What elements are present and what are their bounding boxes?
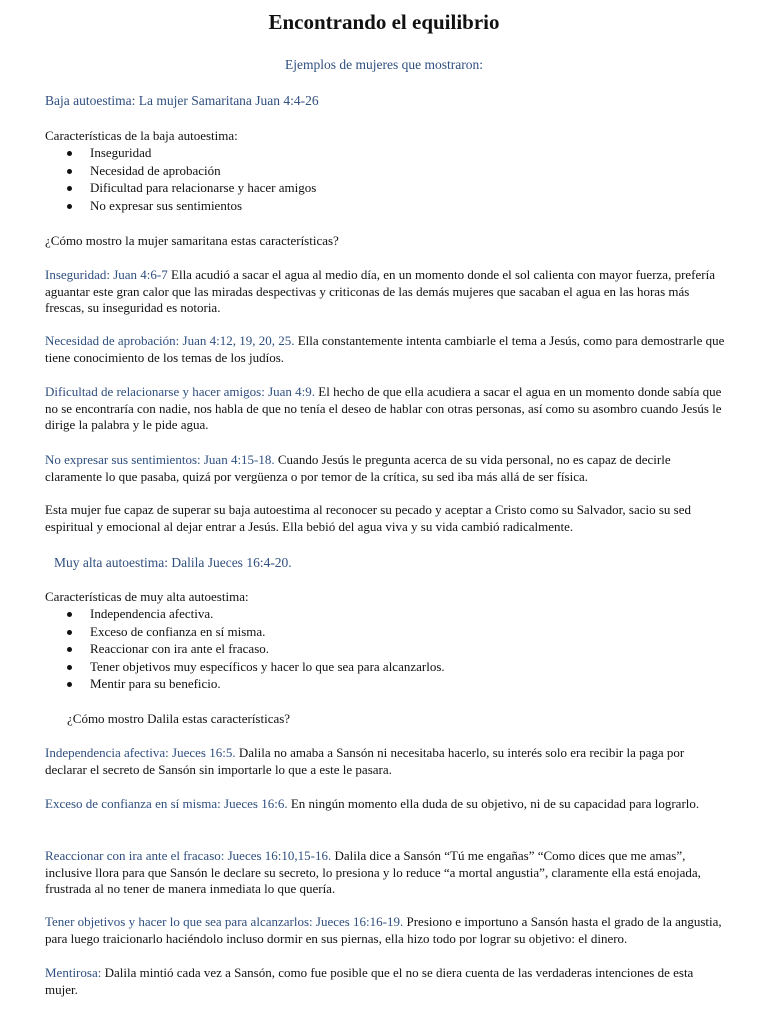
paragraph-label: Tener objetivos y hacer lo que sea para alcanzarlos: Jueces 16:16-19. xyxy=(45,914,404,929)
paragraph-text: Dalila dice a Sansón “Tú me engañas” “Como dices que me amas”, inclusive llora para que Sansón le declare su secreto, lo presiona y lo reduce “a mortal angustia”, claramente ella está enojada, frustrada al no tener de manera inmediata lo que quería. xyxy=(45,848,701,896)
section1-heading: Baja autoestima: La mujer Samaritana Juan 4:4-26 xyxy=(45,93,319,108)
paragraph xyxy=(45,914,725,947)
section1-conclusion: Esta mujer fue capaz de superar su baja autoestima al reconocer su pecado y aceptar a Cristo como su Salvador, sacio su sed espiritual y emocional al dejar entrar a Jesús. Ella bebió del agua viva y su vida cambió radicalmente. xyxy=(45,502,691,534)
section1-bullet-list xyxy=(45,145,725,215)
paragraph xyxy=(45,267,725,317)
section2-bullet-list xyxy=(45,606,725,694)
paragraph-label: Independencia afectiva: Jueces 16:5. xyxy=(45,745,236,760)
paragraph-label: Inseguridad: Juan 4:6-7 xyxy=(45,267,168,282)
paragraph-text: Dalila no amaba a Sansón ni necesitaba hacerlo, su interés solo era recibir la paga por declarar el secreto de Sansón sin importarle lo que a este le pasara. xyxy=(45,745,685,777)
list-item: Exceso de confianza en sí misma. xyxy=(45,624,725,642)
paragraph xyxy=(45,848,725,898)
paragraph-label: Dificultad de relacionarse y hacer amigos: Juan 4:9. xyxy=(45,384,316,399)
list-item: Reaccionar con ira ante el fracaso. xyxy=(45,641,725,659)
paragraph-text: El hecho de que ella acudiera a sacar el agua en un momento donde sabía que no se encontraría con nadie, nos habla de que no tenía el deseo de hablar con otras personas, así como su asombro cuando Jesús le dirige la palabra y le pide agua. xyxy=(45,384,722,432)
paragraph xyxy=(45,333,725,366)
section2-intro: Características de muy alta autoestima: xyxy=(45,589,249,604)
paragraph-text: Dalila mintió cada vez a Sansón, como fue posible que el no se diera cuenta de las verdaderas intenciones de esta mujer. xyxy=(45,965,694,997)
paragraph xyxy=(45,452,725,485)
paragraph-label: Necesidad de aprobación: Juan 4:12, 19, 20, 25. xyxy=(45,333,295,348)
document-title: Encontrando el equilibrio xyxy=(268,10,500,34)
list-item: No expresar sus sentimientos xyxy=(45,198,725,216)
list-item: Inseguridad xyxy=(45,145,725,163)
list-item: Mentir para su beneficio. xyxy=(45,676,725,694)
paragraph xyxy=(45,965,725,998)
paragraph xyxy=(45,796,725,813)
paragraph xyxy=(45,384,725,434)
paragraph-text: Presiono e importuno a Sansón hasta el grado de la angustia, para luego traicionarlo haciéndolo incluso dormir en sus piernas, ella hizo todo por lograr su objetivo: el dinero. xyxy=(45,914,722,946)
paragraph-text: En ningún momento ella duda de su objetivo, ni de su capacidad para lograrlo. xyxy=(287,796,700,811)
section1-intro: Características de la baja autoestima: xyxy=(45,128,238,143)
section1-question: ¿Cómo mostro la mujer samaritana estas características? xyxy=(45,233,339,248)
document-subtitle: Ejemplos de mujeres que mostraron: xyxy=(285,57,483,72)
paragraph xyxy=(45,745,725,778)
paragraph-label: No expresar sus sentimientos: Juan 4:15-18. xyxy=(45,452,275,467)
paragraph-text: Ella constantemente intenta cambiarle el tema a Jesús, como para demostrarle que tiene conocimiento de los temas de los judíos. xyxy=(45,333,725,365)
paragraph-text: Ella acudió a sacar el agua al medio día, en un momento donde el sol calienta con mayor fuerza, prefería aguantar este gran calor que las miradas despectivas y criticonas de las demás mujeres que sacaban el agua en las horas más frescas, su inseguridad es notoria. xyxy=(45,267,715,315)
list-item: Dificultad para relacionarse y hacer amigos xyxy=(45,180,725,198)
paragraph-text: Cuando Jesús le pregunta acerca de su vida personal, no es capaz de decirle claramente lo que pasaba, quizá por vergüenza o por temor de la crítica, su sed iba más allá de ser física. xyxy=(45,452,671,484)
paragraph-label: Reaccionar con ira ante el fracaso: Jueces 16:10,15-16. xyxy=(45,848,332,863)
paragraph-label: Exceso de confianza en sí misma: Jueces 16:6. xyxy=(45,796,288,811)
list-item: Tener objetivos muy específicos y hacer lo que sea para alcanzarlos. xyxy=(45,659,725,677)
section2-heading: Muy alta autoestima: Dalila Jueces 16:4-20. xyxy=(54,555,292,570)
list-item: Necesidad de aprobación xyxy=(45,163,725,181)
list-item: Independencia afectiva. xyxy=(45,606,725,624)
paragraph-label: Mentirosa: xyxy=(45,965,102,980)
section2-question: ¿Cómo mostro Dalila estas características? xyxy=(67,711,291,726)
